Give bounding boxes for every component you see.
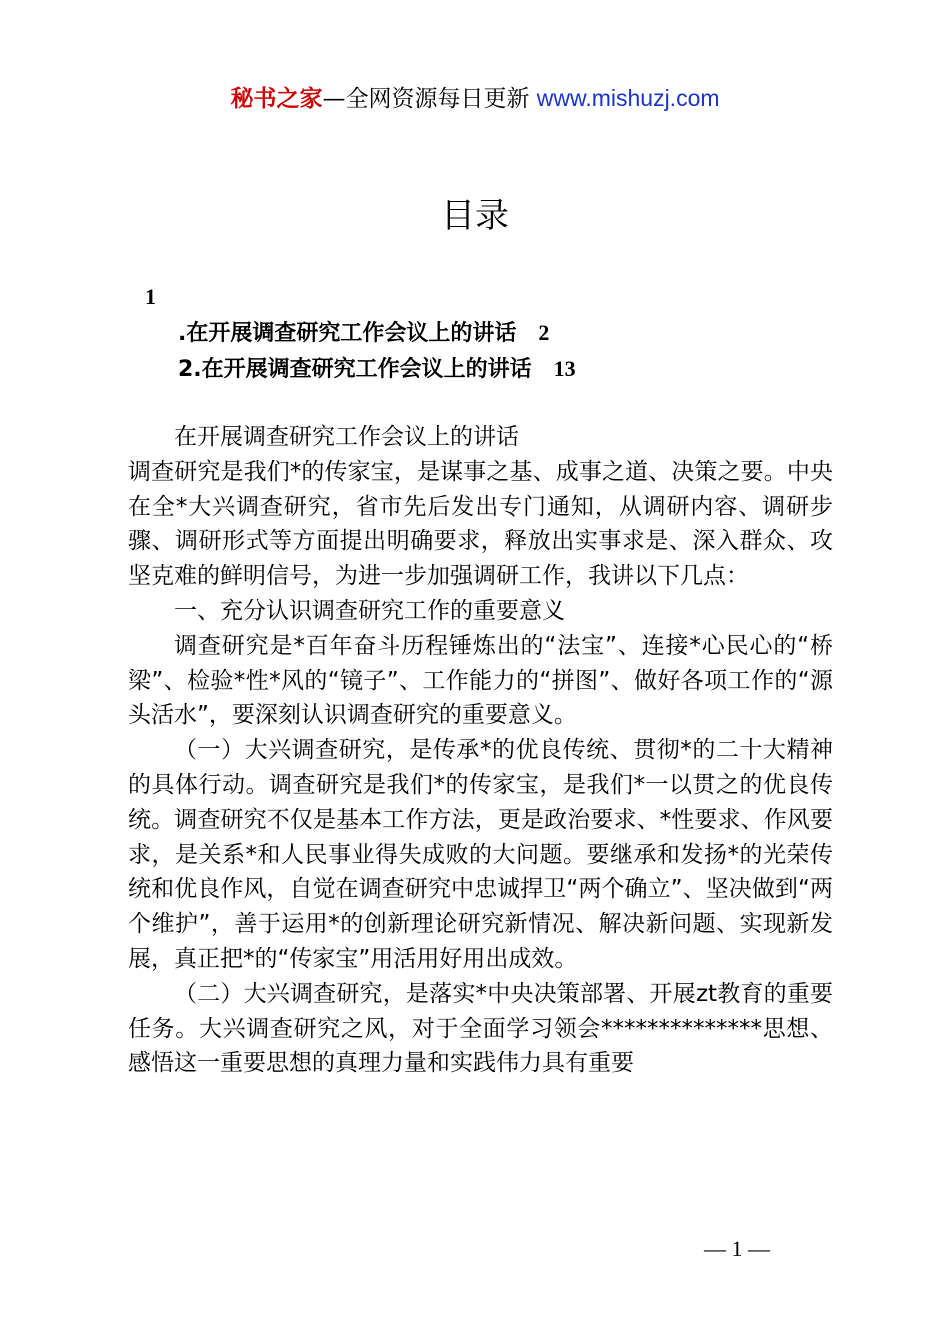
toc-first-number: 1 <box>145 284 156 309</box>
toc-entry-label: 2.在开展调查研究工作会议上的讲话 <box>178 357 532 382</box>
speech-title: 在开展调查研究工作会议上的讲话 <box>174 424 519 450</box>
body-paragraph: 调查研究是*百年奋斗历程锤炼出的“法宝”、连接*心民心的“桥梁”、检验*性*风的“镜子”、工作能力的“拼图”、做好各项工作的“源头活水”，要深刻认识调查研究的重要意义。 <box>128 632 833 729</box>
page-number: — 1 — <box>704 1236 770 1261</box>
section-heading: 一、充分认识调查研究工作的重要意义 <box>174 597 565 624</box>
site-url-link[interactable]: www.mishuzj.com <box>536 85 720 111</box>
body-paragraph: （二）大兴调查研究，是落实*中央决策部署、开展zt教育的重要任务。大兴调查研究之风，对于全面学习领会**************思想、感悟这一重要思想的真理力量和实践伟力具有重要 <box>128 980 833 1077</box>
toc-entry-label: .在开展调查研究工作会议上的讲话 <box>178 321 517 346</box>
document-body <box>128 420 833 1081</box>
brand-name: 秘书之家 <box>230 86 323 112</box>
body-paragraph: 调查研究是我们*的传家宝，是谋事之基、成事之道、决策之要。中央在全*大兴调查研究，省市先后发出专门通知，从调研内容、调研步骤、调研形式等方面提出明确要求，释放出实事求是、深入群众、攻坚克难的鲜明信号，为进一步加强调研工作，我讲以下几点： <box>128 458 833 590</box>
toc-entry-page: 13 <box>553 356 576 381</box>
body-paragraph: （一）大兴调查研究，是传承*的优良传统、贯彻*的二十大精神的具体行动。调查研究是我们*的传家宝，是我们*一以贯之的优良传统。调查研究不仅是基本工作方法，更是政治要求、*性要求、作风要求，是关系*和人民事业得失成败的大问题。要继承和发扬*的光荣传统和优良作风，自觉在调查研究中忠诚捍卫“两个确立”、坚决做到“两个维护”，善于运用*的创新理论研究新情况、解决新问题、实现新发展，真正把*的“传家宝”用活用好用出成效。 <box>128 737 833 972</box>
toc-entry[interactable] <box>178 316 549 347</box>
toc-entry-page: 2 <box>538 320 550 345</box>
header-tagline: —全网资源每日更新 <box>322 86 530 112</box>
site-header <box>0 80 950 113</box>
toc-entry[interactable] <box>178 352 576 383</box>
toc-title: 目录 <box>441 196 509 236</box>
